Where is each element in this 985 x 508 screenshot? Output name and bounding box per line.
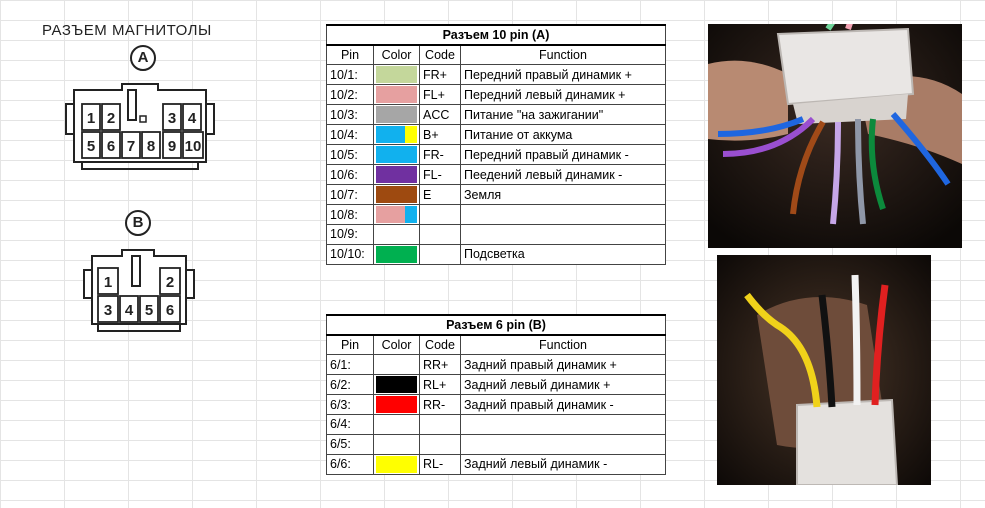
color-cell bbox=[374, 244, 420, 264]
wire-color-stripe bbox=[376, 106, 417, 123]
wire-color-stripe bbox=[376, 126, 405, 143]
connector-b-pin: 5 bbox=[144, 302, 154, 319]
connector-a-pin: 9 bbox=[167, 138, 177, 155]
connector-b-pin: 6 bbox=[165, 302, 175, 319]
wire-color-swatch bbox=[376, 376, 417, 393]
function-cell: Передний левый динамик + bbox=[461, 85, 666, 105]
color-cell bbox=[374, 395, 420, 415]
table-row bbox=[327, 85, 666, 105]
pinout-table-b bbox=[326, 314, 666, 475]
wire-color-swatch bbox=[376, 396, 417, 413]
code-cell bbox=[420, 415, 461, 435]
table-row bbox=[327, 244, 666, 264]
function-cell bbox=[461, 205, 666, 225]
pin-cell: 10/7: bbox=[327, 185, 374, 205]
connector-a-pin: 7 bbox=[126, 138, 136, 155]
connector-a-pin: 1 bbox=[86, 110, 96, 127]
table-b-body bbox=[327, 315, 666, 474]
function-cell: Пеедений левый динамик - bbox=[461, 165, 666, 185]
table-a-title: Разъем 10 pin (A) bbox=[327, 25, 666, 45]
table-row bbox=[327, 375, 666, 395]
wire-color-stripe bbox=[405, 126, 417, 143]
pin-cell: 6/1: bbox=[327, 355, 374, 375]
color-cell bbox=[374, 185, 420, 205]
color-cell bbox=[374, 375, 420, 395]
pin-cell: 6/4: bbox=[327, 415, 374, 435]
function-cell: Задний правый динамик - bbox=[461, 395, 666, 415]
code-cell: FR- bbox=[420, 145, 461, 165]
connector-a-label: A bbox=[130, 45, 156, 71]
wire-color-stripe bbox=[376, 206, 405, 223]
table-row bbox=[327, 225, 666, 245]
table-b-header-pin: Pin bbox=[327, 335, 374, 355]
code-cell bbox=[420, 205, 461, 225]
pin-cell: 10/1: bbox=[327, 65, 374, 85]
wire-color-swatch bbox=[376, 246, 417, 263]
code-cell: RL- bbox=[420, 454, 461, 474]
table-row bbox=[327, 434, 666, 454]
wire-color-stripe bbox=[376, 376, 417, 393]
color-cell bbox=[374, 454, 420, 474]
code-cell: ACC bbox=[420, 105, 461, 125]
wire-color-swatch bbox=[376, 106, 417, 123]
connector-a-wire-photo bbox=[708, 24, 962, 248]
wire-color-swatch bbox=[376, 66, 417, 83]
pin-cell: 6/3: bbox=[327, 395, 374, 415]
connector-a-pin: 3 bbox=[167, 110, 177, 127]
connector-a-pin: 2 bbox=[106, 110, 116, 127]
function-cell: Задний правый динамик + bbox=[461, 355, 666, 375]
wire-color-stripe bbox=[376, 396, 417, 413]
function-cell bbox=[461, 415, 666, 435]
wire-color-stripe bbox=[376, 166, 417, 183]
table-row bbox=[327, 454, 666, 474]
pin-cell: 10/8: bbox=[327, 205, 374, 225]
table-a-header-code: Code bbox=[420, 45, 461, 65]
color-cell bbox=[374, 65, 420, 85]
table-row bbox=[327, 395, 666, 415]
pinout-table-a bbox=[326, 24, 666, 265]
code-cell: RR+ bbox=[420, 355, 461, 375]
pin-cell: 6/6: bbox=[327, 454, 374, 474]
code-cell: FL+ bbox=[420, 85, 461, 105]
code-cell: B+ bbox=[420, 125, 461, 145]
wire-color-stripe bbox=[376, 186, 417, 203]
table-a-header-function: Function bbox=[461, 45, 666, 65]
code-cell bbox=[420, 434, 461, 454]
code-cell bbox=[420, 225, 461, 245]
color-cell bbox=[374, 434, 420, 454]
color-cell bbox=[374, 145, 420, 165]
pin-cell: 10/3: bbox=[327, 105, 374, 125]
table-a-header-pin: Pin bbox=[327, 45, 374, 65]
connector-title: РАЗЪЕМ МАГНИТОЛЫ bbox=[42, 22, 212, 39]
table-b-title: Разъем 6 pin (B) bbox=[327, 315, 666, 335]
connector-b-pin: 1 bbox=[103, 274, 113, 291]
wire-color-swatch bbox=[376, 356, 417, 373]
table-row bbox=[327, 415, 666, 435]
table-a-body bbox=[327, 25, 666, 264]
connector-b-diagram bbox=[78, 242, 198, 334]
code-cell: RL+ bbox=[420, 375, 461, 395]
function-cell: Передний правый динамик + bbox=[461, 65, 666, 85]
pin-cell: 10/4: bbox=[327, 125, 374, 145]
table-row bbox=[327, 355, 666, 375]
table-row bbox=[327, 125, 666, 145]
pin-cell: 10/9: bbox=[327, 225, 374, 245]
color-cell bbox=[374, 355, 420, 375]
table-row bbox=[327, 185, 666, 205]
pin-cell: 10/6: bbox=[327, 165, 374, 185]
function-cell: Питание от аккума bbox=[461, 125, 666, 145]
function-cell bbox=[461, 225, 666, 245]
table-b-header-function: Function bbox=[461, 335, 666, 355]
connector-b-pin: 3 bbox=[103, 302, 113, 319]
color-cell bbox=[374, 165, 420, 185]
connector-b-label: B bbox=[125, 210, 151, 236]
function-cell: Задний левый динамик - bbox=[461, 454, 666, 474]
wire-color-swatch bbox=[376, 146, 417, 163]
wire-color-stripe bbox=[405, 206, 417, 223]
function-cell bbox=[461, 434, 666, 454]
color-cell bbox=[374, 125, 420, 145]
wire-color-stripe bbox=[376, 456, 417, 473]
function-cell: Питание "на зажигании" bbox=[461, 105, 666, 125]
code-cell: FL- bbox=[420, 165, 461, 185]
connector-b-wire-photo bbox=[717, 255, 931, 485]
wire-color-stripe bbox=[376, 146, 417, 163]
connector-b-pin: 4 bbox=[124, 302, 134, 319]
connector-a-pin: 4 bbox=[187, 110, 197, 127]
code-cell: FR+ bbox=[420, 65, 461, 85]
table-row bbox=[327, 65, 666, 85]
function-cell: Задний левый динамик + bbox=[461, 375, 666, 395]
connector-b-pin: 2 bbox=[165, 274, 175, 291]
pin-cell: 6/5: bbox=[327, 434, 374, 454]
wire-color-stripe bbox=[376, 356, 417, 373]
wire-color-swatch bbox=[376, 126, 417, 143]
code-cell: E bbox=[420, 185, 461, 205]
table-row bbox=[327, 165, 666, 185]
wire-color-stripe bbox=[376, 86, 417, 103]
table-b-header-color: Color bbox=[374, 335, 420, 355]
color-cell bbox=[374, 415, 420, 435]
wire-color-swatch bbox=[376, 456, 417, 473]
connector-a-pin: 10 bbox=[184, 138, 202, 155]
pin-cell: 10/2: bbox=[327, 85, 374, 105]
function-cell: Земля bbox=[461, 185, 666, 205]
wire-color-swatch bbox=[376, 206, 417, 223]
pin-cell: 10/10: bbox=[327, 244, 374, 264]
color-cell bbox=[374, 85, 420, 105]
table-a-header-color: Color bbox=[374, 45, 420, 65]
connector-a-pin: 5 bbox=[86, 138, 96, 155]
table-row bbox=[327, 205, 666, 225]
wire-color-swatch bbox=[376, 186, 417, 203]
wire-color-swatch bbox=[376, 166, 417, 183]
wire-color-stripe bbox=[376, 246, 417, 263]
color-cell bbox=[374, 225, 420, 245]
table-b-header-code: Code bbox=[420, 335, 461, 355]
wire-color-stripe bbox=[376, 66, 417, 83]
connector-a-diagram bbox=[60, 76, 220, 172]
connector-a-pin: 6 bbox=[106, 138, 116, 155]
connector-a-pin: 8 bbox=[146, 138, 156, 155]
table-row bbox=[327, 105, 666, 125]
pin-cell: 10/5: bbox=[327, 145, 374, 165]
color-cell bbox=[374, 205, 420, 225]
function-cell: Подсветка bbox=[461, 244, 666, 264]
table-row bbox=[327, 145, 666, 165]
color-cell bbox=[374, 105, 420, 125]
wire-color-swatch bbox=[376, 86, 417, 103]
code-cell: RR- bbox=[420, 395, 461, 415]
pin-cell: 6/2: bbox=[327, 375, 374, 395]
code-cell bbox=[420, 244, 461, 264]
function-cell: Передний правый динамик - bbox=[461, 145, 666, 165]
